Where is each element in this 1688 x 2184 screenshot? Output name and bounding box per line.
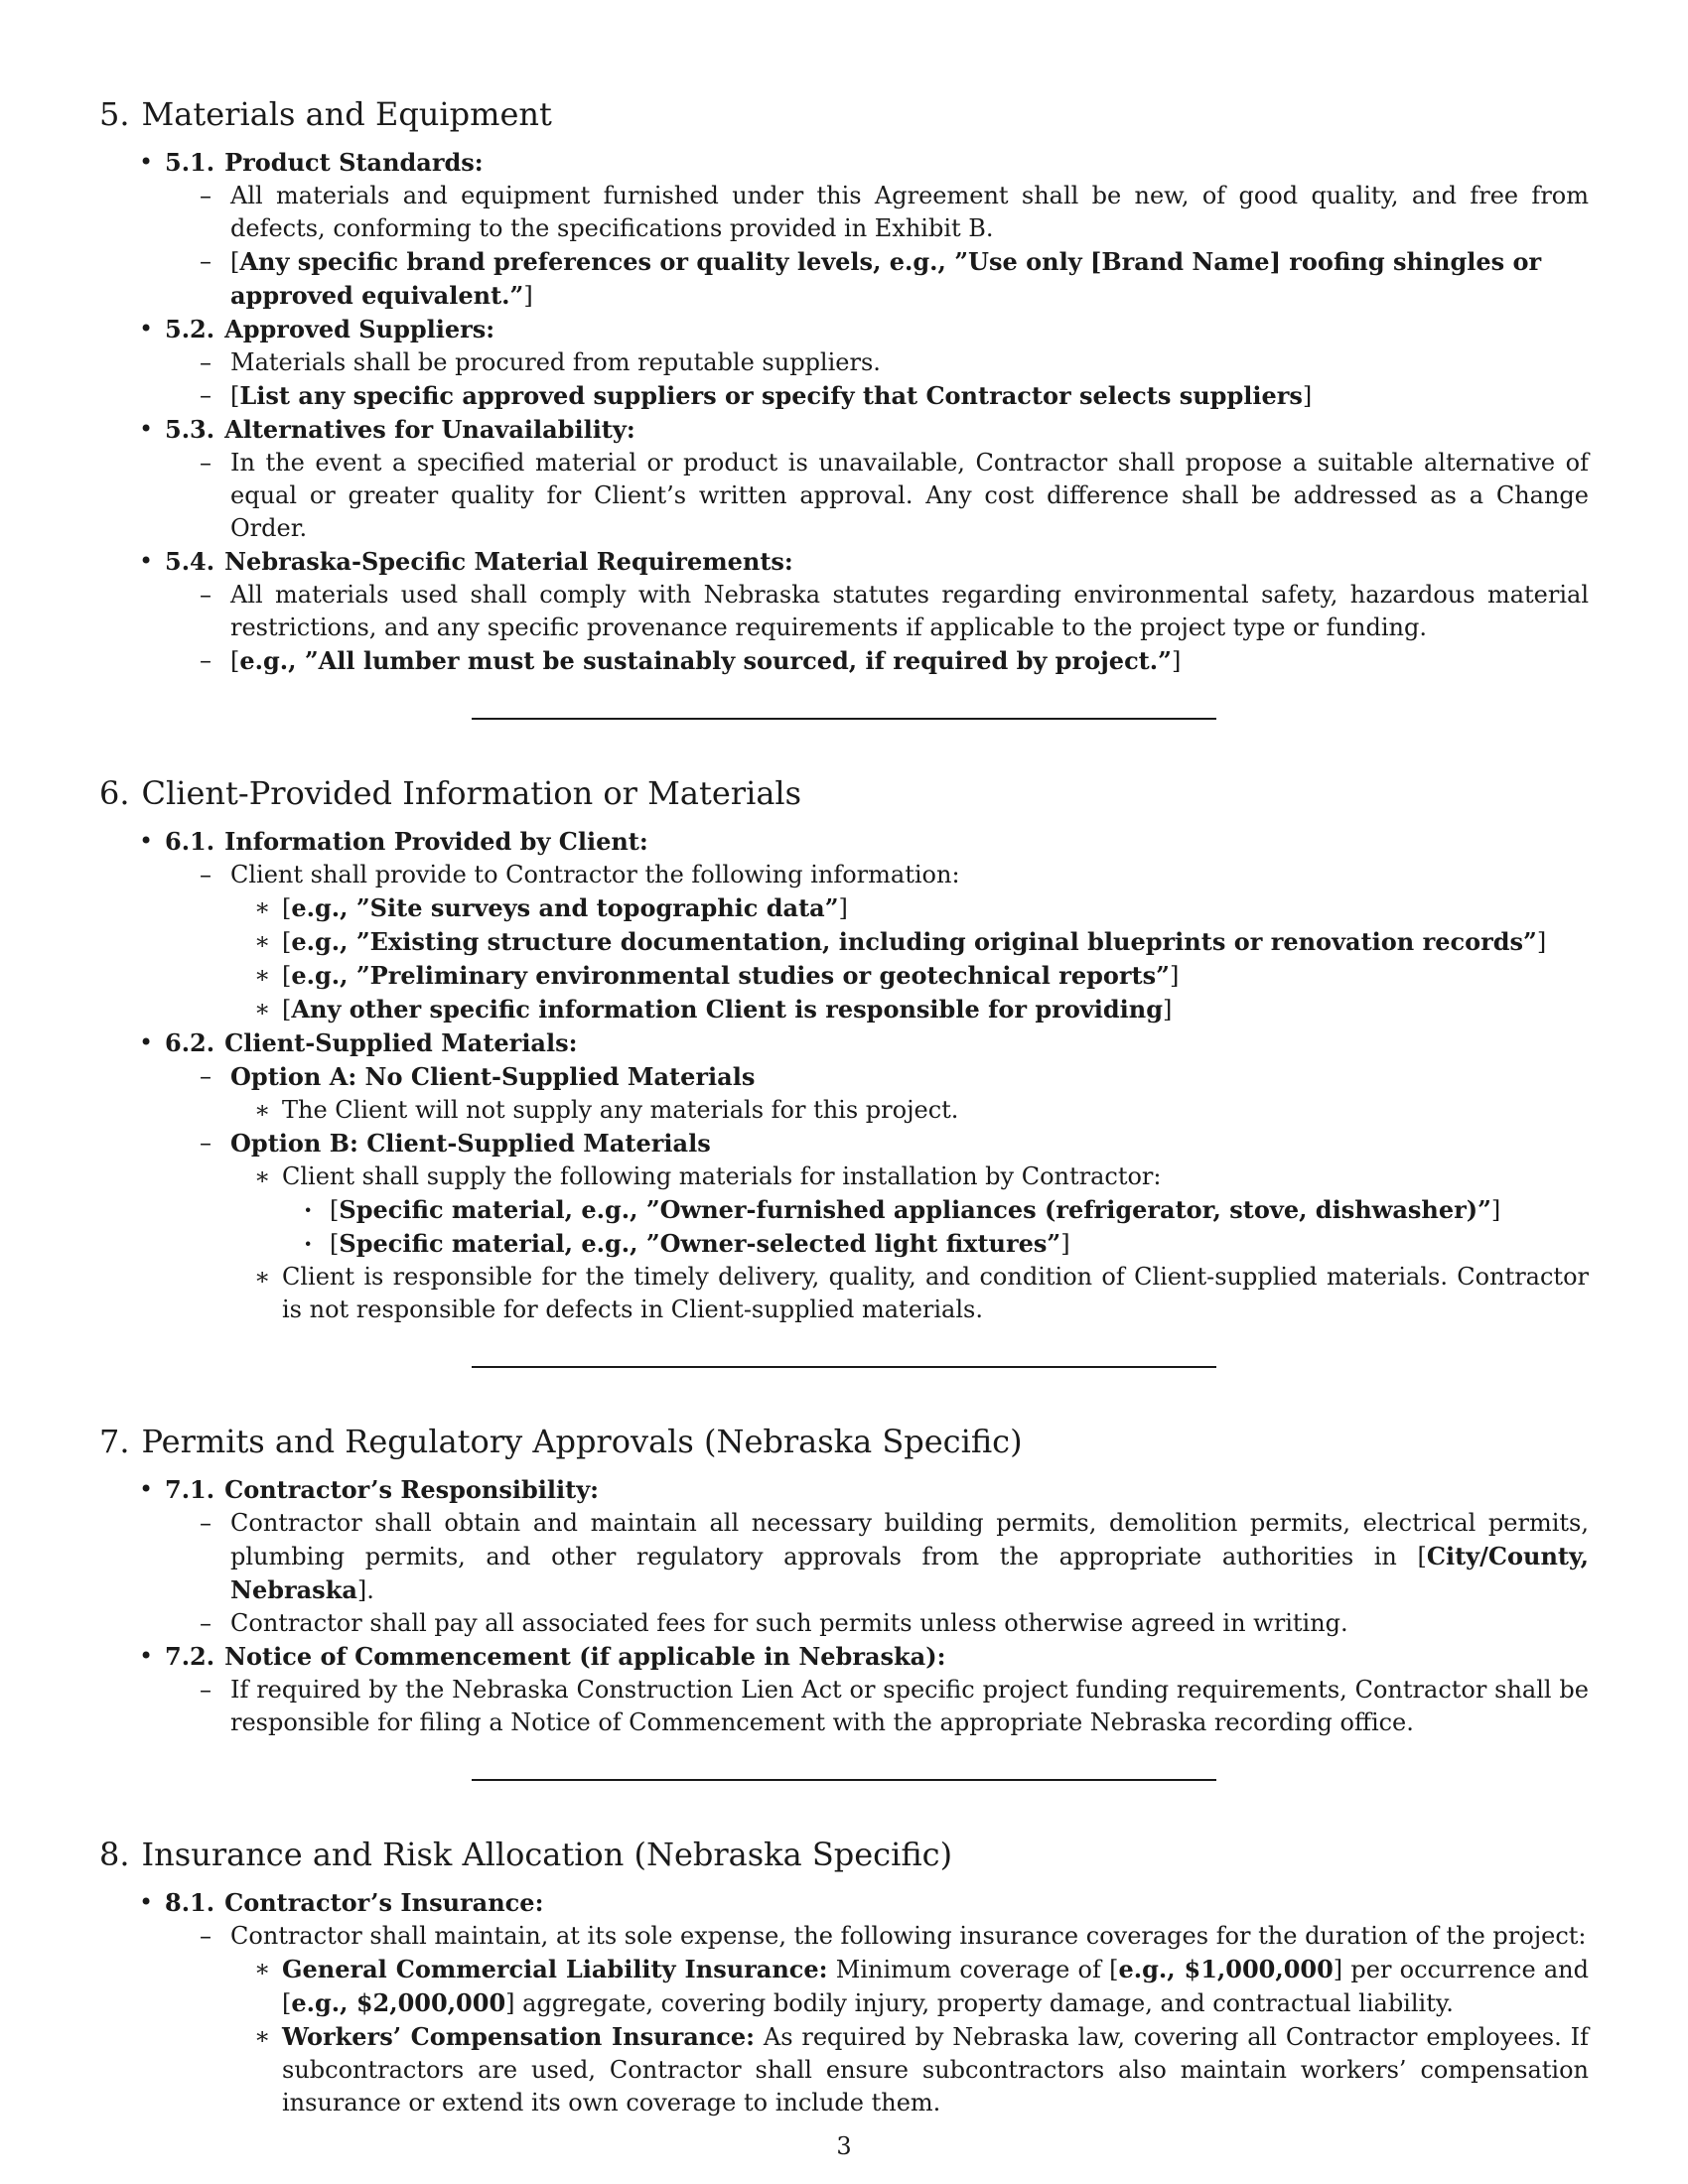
workers-comp-item: ∗ Workers’ Compensation Insurance: As required by Nebraska law, covering all Contractor employees. If subcontractors are used, Contractor shall ensure subcontractors also maintain workers’ compensation insurance or extend its own coverage to include them.	[230, 2020, 1589, 2119]
clause-text: – Contractor shall maintain, at its sole expense, the following insurance coverages for the duration of the project: ∗ General Commercial Liability Insurance: Minimum coverage of [e.g., $1,000,000] per occurrence and [e.g., $2,000,000] aggregate, covering bodily injury, property damage, and contractual liability. ∗ Workers’ Compensation Insurance: As required by Nebraska law, covering all Contractor employees. If subcontractors are used, Contractor shall ensure subcontractors also maintain workers’ compensation insurance or extend its own coverage to include them.	[165, 1920, 1589, 2119]
clause-heading: 8.1. Contractor’s Insurance:	[165, 1888, 544, 1917]
clause-text: – In the event a specified material or product is unavailable, Contractor shall propose a suitable alternative of equal or greater quality for Client’s written approval. Any cost difference shall be addressed as a Change Order.	[165, 447, 1589, 545]
general-liability-item: ∗ General Commercial Liability Insurance: Minimum coverage of [e.g., $1,000,000] per occurrence and [e.g., $2,000,000] aggregate, covering bodily injury, property damage, and contractual liability.	[230, 1953, 1589, 2020]
page-number: 3	[836, 2132, 852, 2160]
clause-text: – All materials used shall comply with Nebraska statutes regarding environmental safety, hazardous material restrictions, and any specific provenance requirements if applicable to the project type or funding.	[165, 579, 1589, 644]
clause-placeholder: – [e.g., ”All lumber must be sustainably sourced, if required by project.”]	[165, 644, 1589, 678]
list-item: ∗ The Client will not supply any materials for this project.	[230, 1094, 1589, 1127]
horizontal-rule	[472, 1779, 1216, 1781]
list-item: ∗ [Any other specific information Client is responsible for providing]	[230, 993, 1589, 1026]
section-8	[99, 1835, 1589, 2119]
section-6-heading: 6. Client-Provided Information or Materials	[99, 774, 802, 812]
horizontal-rule	[472, 1366, 1216, 1368]
option-b: – Option B: Client-Supplied Materials ∗ Client shall supply the following materials for installation by Contractor: · [Specific material, e.g., ”Owner-furnished appliances (refrigerator, stove, dishwasher)”] · [Specific material, e.g., ”Owner-selected light fixtures”] ∗ Client is responsible for the timely delivery, quality, and condition of Client-supplied materials. Contractor is not responsible for defects in Client-supplied materials.	[165, 1127, 1589, 1326]
clause-5-1	[99, 146, 1589, 313]
clause-6-1	[99, 825, 1589, 1026]
clause-text: – All materials and equipment furnished under this Agreement shall be new, of good quality, and free from defects, conforming to the specifications provided in Exhibit B.	[165, 180, 1589, 245]
clause-heading: 7.2. Notice of Commencement (if applicable in Nebraska):	[165, 1642, 946, 1671]
section-8-list	[99, 1886, 1589, 2119]
clause-5-4	[99, 545, 1589, 678]
section-divider	[99, 1326, 1589, 1422]
section-6-list	[99, 825, 1589, 1326]
section-5-heading: 5. Materials and Equipment	[99, 95, 552, 133]
clause-6-2	[99, 1026, 1589, 1326]
option-a: – Option A: No Client-Supplied Materials ∗ The Client will not supply any materials for this project.	[165, 1060, 1589, 1127]
clause-5-3	[99, 413, 1589, 545]
clause-heading: 6.2. Client-Supplied Materials:	[165, 1028, 578, 1057]
clause-heading: 6.1. Information Provided by Client:	[165, 827, 648, 856]
document-page	[99, 94, 1589, 2119]
clause-heading: 7.1. Contractor’s Responsibility:	[165, 1475, 600, 1504]
clause-7-1	[99, 1473, 1589, 1640]
clause-text: – If required by the Nebraska Construction Lien Act or specific project funding requirements, Contractor shall be responsible for filing a Notice of Commencement with the appropriate Nebraska recording office.	[165, 1674, 1589, 1739]
section-7	[99, 1422, 1589, 1739]
clause-heading: 5.4. Nebraska-Specific Material Requirements:	[165, 547, 793, 576]
clause-8-1	[99, 1886, 1589, 2119]
list-item: ∗ Client is responsible for the timely delivery, quality, and condition of Client-supplied materials. Contractor is not responsible for defects in Client-supplied materials.	[230, 1261, 1589, 1326]
list-item: · [Specific material, e.g., ”Owner-selected light fixtures”]	[282, 1227, 1589, 1261]
clause-text: – Materials shall be procured from reputable suppliers.	[165, 346, 1589, 379]
clause-5-2	[99, 313, 1589, 413]
section-5-list	[99, 146, 1589, 678]
list-item: ∗ [e.g., ”Site surveys and topographic data”]	[230, 891, 1589, 925]
clause-heading: 5.2. Approved Suppliers:	[165, 315, 495, 343]
clause-placeholder: – [Any specific brand preferences or quality levels, e.g., ”Use only [Brand Name] roofing shingles or approved equivalent.”]	[165, 245, 1589, 313]
list-item: ∗ Client shall supply the following materials for installation by Contractor: · [Specific material, e.g., ”Owner-furnished appliances (refrigerator, stove, dishwasher)”] · [Specific material, e.g., ”Owner-selected light fixtures”]	[230, 1160, 1589, 1261]
section-5	[99, 94, 1589, 678]
clause-heading: 5.1. Product Standards:	[165, 148, 484, 177]
section-8-heading: 8. Insurance and Risk Allocation (Nebraska Specific)	[99, 1836, 953, 1873]
clause-text: – Client shall provide to Contractor the following information: ∗ [e.g., ”Site surveys and topographic data”] ∗ [e.g., ”Existing structure documentation, including original blueprints or renovation records”] ∗ [e.g., ”Preliminary environmental studies or geotechnical reports”] ∗ [Any other specific information Client is responsible for providing]	[165, 859, 1589, 1026]
clause-placeholder: – [List any specific approved suppliers or specify that Contractor selects suppliers]	[165, 379, 1589, 413]
section-7-heading: 7. Permits and Regulatory Approvals (Nebraska Specific)	[99, 1423, 1023, 1460]
section-6	[99, 773, 1589, 1326]
list-item: ∗ [e.g., ”Existing structure documentation, including original blueprints or renovation records”]	[230, 925, 1589, 959]
list-item: ∗ [e.g., ”Preliminary environmental studies or geotechnical reports”]	[230, 959, 1589, 993]
clause-text: – Contractor shall pay all associated fees for such permits unless otherwise agreed in writing.	[165, 1607, 1589, 1640]
clause-text: – Contractor shall obtain and maintain all necessary building permits, demolition permits, electrical permits, plumbing permits, and other regulatory approvals from the appropriate authorities in [City/County, Nebraska].	[165, 1507, 1589, 1607]
horizontal-rule	[472, 718, 1216, 720]
section-7-list	[99, 1473, 1589, 1739]
clause-heading: 5.3. Alternatives for Unavailability:	[165, 415, 635, 444]
section-divider	[99, 678, 1589, 773]
section-divider	[99, 1739, 1589, 1835]
clause-7-2	[99, 1640, 1589, 1739]
list-item: · [Specific material, e.g., ”Owner-furnished appliances (refrigerator, stove, dishwasher)”]	[282, 1193, 1589, 1227]
